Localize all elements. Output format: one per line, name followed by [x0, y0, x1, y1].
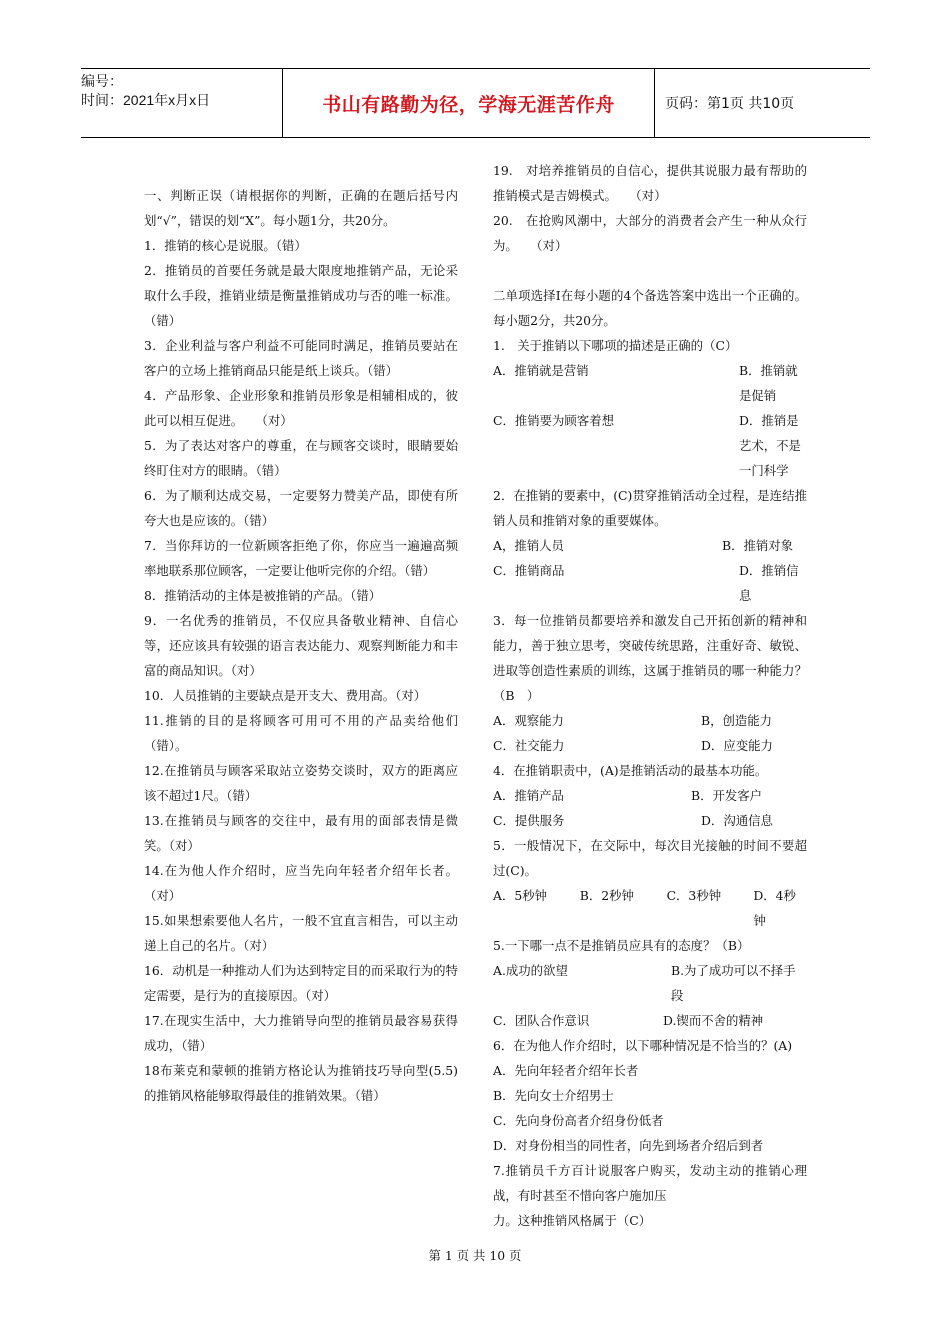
tf-question-20: 20. 在抢购风潮中，大部分的消费者会产生一种从众行为。 （对）	[493, 213, 807, 253]
option-a: A．先向年轻者介绍年长者	[493, 1063, 639, 1078]
option-d: D．推销信息	[739, 563, 799, 603]
mc2-options-row-1	[493, 533, 807, 558]
tf-question-13: 13.在推销员与顾客的交往中，最有用的面部表情是微笑。（对）	[144, 813, 458, 853]
left-column	[144, 183, 458, 1108]
option-b: B．先向女士介绍男士	[493, 1088, 614, 1103]
option-d: D．应变能力	[701, 738, 773, 753]
mc-question-5: 5．一般情况下，在交际中，每次目光接触的时间不要超过(C)。	[493, 838, 807, 878]
mc-question-5b: 5.一下哪一点不是推销员应具有的态度？（B）	[493, 938, 750, 953]
option-a: A．推销产品	[493, 788, 564, 803]
tf-question-15: 15.如果想索要他人名片，一般不宜直言相告，可以主动递上自己的名片。（对）	[144, 913, 458, 953]
time-label: 时间：2021年x月x日	[81, 92, 211, 108]
tf-question-2: 2．推销员的首要任务就是最大限度地推销产品，无论采取什么手段，推销业绩是衡量推销成功与否的唯一标准。（错）	[144, 263, 458, 328]
number-label: 编号：	[81, 73, 123, 89]
option-d: D.锲而不舍的精神	[663, 1013, 764, 1028]
mc1-options-row-1	[493, 358, 807, 408]
tf-question-9: 9．一名优秀的推销员，不仅应具备敬业精神、自信心等，还应该具有较强的语言表达能力、观察判断能力和丰富的商品知识。（对）	[144, 613, 458, 678]
mc-question-7-line-2: 力。这种推销风格属于（C）	[493, 1213, 652, 1228]
option-b: B．开发客户	[691, 788, 763, 803]
option-d: D．沟通信息	[701, 813, 773, 828]
mc4-options-row-1	[493, 783, 807, 808]
option-b: B．推销就是促销	[739, 363, 798, 403]
tf-question-3: 3．企业利益与客户利益不可能同时满足，推销员要站在客户的立场上推销商品只能是纸上谈兵。（错）	[144, 338, 458, 378]
option-d: D．4秒钟	[753, 888, 796, 928]
option-c: C．社交能力	[493, 738, 565, 753]
mc-question-2: 2．在推销的要素中，(C)贯穿推销活动全过程，是连结推销人员和推销对象的重要媒体。	[493, 488, 807, 528]
mc4-options-row-2	[493, 808, 807, 833]
option-d: D．对身份相当的同性者，向先到场者介绍后到者	[493, 1138, 764, 1153]
tf-question-14: 14.在为他人作介绍时，应当先向年轻者介绍年长者。（对）	[144, 863, 458, 903]
header-motto-cell	[283, 69, 655, 137]
option-d: D．推销是艺术，不是一门科学	[739, 413, 801, 478]
page-footer: 第 1 页 共 10 页	[428, 1248, 522, 1263]
tf-question-10: 10．人员推销的主要缺点是开支大、费用高。（对）	[144, 688, 427, 703]
option-a: A．推销就是营销	[493, 363, 589, 378]
mc2-options-row-2	[493, 558, 807, 608]
mc1-options-row-2	[493, 408, 807, 483]
tf-question-7: 7．当你拜访的一位新顾客拒绝了你，你应当一遍遍高频率地联系那位顾客，一定要让他听完你的介绍。（错）	[144, 538, 458, 578]
mc-question-7-line-1: 7.推销员千方百计说服客户购买，发动主动的推销心理战，有时甚至不惜向客户施加压	[493, 1163, 807, 1203]
tf-question-11: 11.推销的目的是将顾客可用可不用的产品卖给他们（错）。	[144, 713, 458, 753]
mc-question-4: 4．在推销职责中，(A)是推销活动的最基本功能。	[493, 763, 768, 778]
tf-question-6: 6．为了顺利达成交易，一定要努力赞美产品，即使有所夸大也是应该的。（错）	[144, 488, 458, 528]
section1-title: 一、判断正误（请根据你的判断，正确的在题后括号内划“√”，错误的划“X”。每小题1分，共20分。	[144, 188, 458, 228]
mc-question-3: 3．每一位推销员都要培养和激发自己开拓创新的精神和能力，善于独立思考，突破传统思路，注重好奇、敏锐、进取等创造性素质的训练，这属于推销员的哪一种能力？（B ）	[493, 613, 807, 703]
option-b: B，创造能力	[701, 713, 773, 728]
tf-question-5: 5．为了表达对客户的尊重，在与顾客交谈时，眼睛要始终盯住对方的眼睛。（错）	[144, 438, 458, 478]
mc5b-options-row-1	[493, 958, 807, 1008]
mc5b-options-row-2	[493, 1008, 807, 1033]
tf-question-8: 8．推销活动的主体是被推销的产品。（错）	[144, 588, 382, 603]
mc-question-1: 1. 关于推销以下哪项的描述是正确的（C）	[493, 338, 738, 353]
tf-question-12: 12.在推销员与顾客采取站立姿势交谈时，双方的距离应该不超过1尺。（错）	[144, 763, 458, 803]
option-c: C．提供服务	[493, 813, 565, 828]
section2-title: 二单项选择I在每小题的4个备选答案中选出一个正确的。每小题2分，共20分。	[493, 288, 807, 328]
option-b: B．2秒钟	[579, 888, 634, 903]
option-b: B.为了成功可以不择手段	[671, 963, 796, 1003]
option-c: C．推销要为顾客着想	[493, 413, 614, 428]
option-a: A.成功的欲望	[493, 963, 568, 978]
right-column	[493, 158, 807, 1233]
page-label: 页码：第1页 共10页	[665, 96, 795, 112]
tf-question-4: 4．产品形象、企业形象和推销员形象是相辅相成的，彼此可以相互促进。 （对）	[144, 388, 458, 428]
option-a: A．5秒钟	[493, 888, 548, 903]
mc5-options-row	[493, 883, 807, 933]
mc3-options-row-1	[493, 708, 807, 733]
tf-question-16: 16．动机是一种推动人们为达到特定目的而采取行为的特定需要，是行为的直接原因。（对）	[144, 963, 458, 1003]
mc-question-6: 6．在为他人作介绍时，以下哪种情况是不恰当的？(A)	[493, 1038, 793, 1053]
header-page-cell	[655, 69, 870, 137]
tf-question-19: 19. 对培养推销员的自信心，提供其说服力最有帮助的推销模式是吉姆模式。 （对）	[493, 163, 807, 203]
tf-question-1: 1．推销的核心是说服。（错）	[144, 238, 307, 253]
option-c: C．推销商品	[493, 563, 565, 578]
header-meta-cell	[81, 69, 283, 137]
option-c: C．3秒钟	[666, 888, 722, 903]
option-c: C．团队合作意识	[493, 1013, 590, 1028]
mc3-options-row-2	[493, 733, 807, 758]
tf-question-18: 18布莱克和蒙顿的推销方格论认为推销技巧导向型(5.5)的推销风格能够取得最佳的推销效果。（错）	[144, 1063, 458, 1103]
section-spacer	[493, 258, 807, 283]
option-c: C．先向身份高者介绍身份低者	[493, 1113, 664, 1128]
option-b: B．推销对象	[722, 538, 794, 553]
motto-text: 书山有路勤为径，学海无涯苦作舟	[322, 93, 615, 116]
option-a: A，推销人员	[493, 538, 564, 553]
tf-question-17: 17.在现实生活中，大力推销导向型的推销员最容易获得成功，（错）	[144, 1013, 458, 1053]
page-header	[81, 68, 870, 138]
option-a: A．观察能力	[493, 713, 564, 728]
